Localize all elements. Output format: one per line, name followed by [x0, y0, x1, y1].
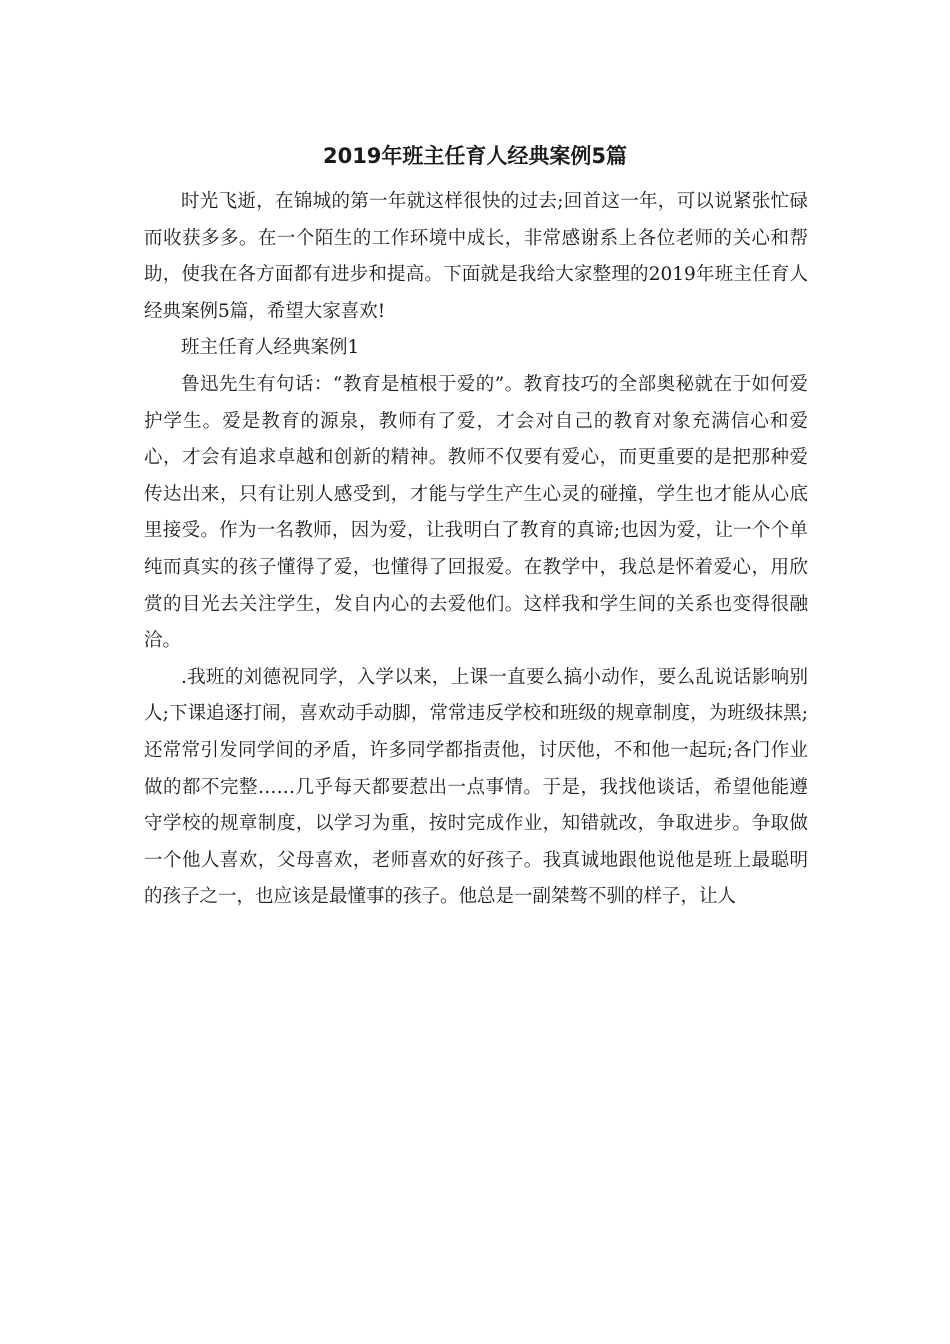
- intro-paragraph: 时光飞逝，在锦城的第一年就这样很快的过去;回首这一年，可以说紧张忙碌而收获多多。在一个陌生的工作环境中成长，非常感谢系上各位老师的关心和帮助，使我在各方面都有进步和提高。下面就是我给大家整理的2019年班主任育人经典案例5篇，希望大家喜欢!: [144, 191, 808, 322]
- document-body: [144, 184, 808, 916]
- document-title: 2019年班主任育人经典案例5篇: [322, 144, 628, 168]
- case-paragraph: .我班的刘德祝同学，入学以来，上课一直要么搞小动作，要么乱说话影响别人;下课追逐打闹，喜欢动手动脚，常常违反学校和班级的规章制度，为班级抹黑;还常常引发同学间的矛盾，许多同学都指责他，讨厌他，不和他一起玩;各门作业做的都不完整……几乎每天都要惹出一点事情。于是，我找他谈话，希望他能遵守学校的规章制度，以学习为重，按时完成作业，知错就改，争取进步。争取做一个他人喜欢，父母喜欢，老师喜欢的好孩子。我真诚地跟他说他是班上最聪明的孩子之一，也应该是最懂事的孩子。他总是一副桀骜不驯的样子，让人: [144, 666, 808, 908]
- case-heading: 班主任育人经典案例1: [181, 337, 360, 359]
- case-paragraph: 鲁迅先生有句话：“教育是植根于爱的”。教育技巧的全部奥秘就在于如何爱护学生。爱是教育的源泉，教师有了爱，才会对自己的教育对象充满信心和爱心，才会有追求卓越和创新的精神。教师不仅要有爱心，而更重要的是把那种爱传达出来，只有让别人感受到，才能与学生产生心灵的碰撞，学生也才能从心底里接受。作为一名教师，因为爱，让我明白了教育的真谛;也因为爱，让一个个单纯而真实的孩子懂得了爱，也懂得了回报爱。在教学中，我总是怀着爱心，用欣赏的目光去关注学生，发自内心的去爱他们。这样我和学生间的关系也变得很融洽。: [144, 373, 808, 652]
